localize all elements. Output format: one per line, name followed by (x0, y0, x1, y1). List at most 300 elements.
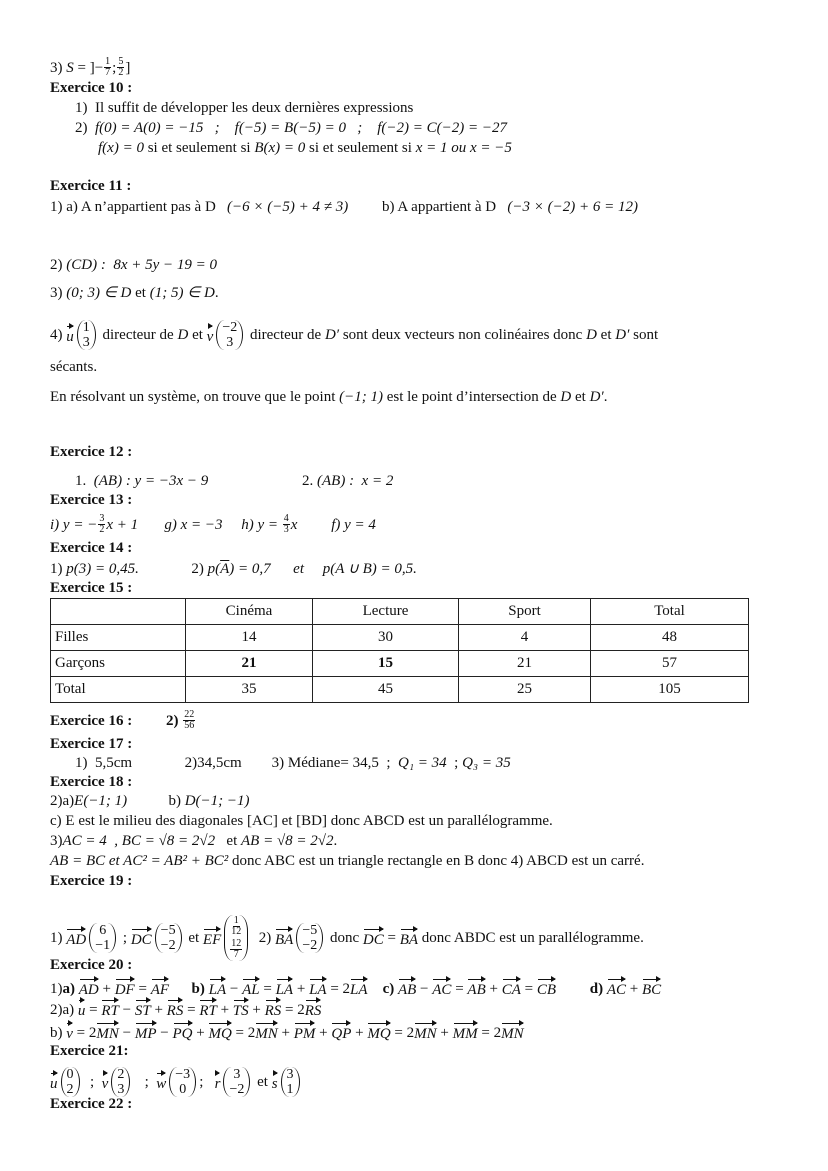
text: + (626, 980, 642, 997)
math-text: D′ (615, 327, 630, 343)
vector: MN (501, 1021, 524, 1044)
table-row (51, 651, 749, 677)
math-text: p( (207, 561, 221, 577)
bold-text: Exercice 10 : (50, 80, 133, 96)
text: 2) (50, 257, 67, 273)
exercise-heading (50, 772, 132, 792)
table-cell: 35 (186, 677, 313, 703)
bold-text: Exercice 17 : (50, 736, 133, 752)
table-cell: 4 (459, 625, 591, 651)
text: 2)a) (50, 793, 75, 809)
text: ] (125, 59, 131, 76)
text: = 2 (281, 1001, 305, 1018)
text: ; (133, 1074, 157, 1090)
vector: MN (255, 1021, 278, 1044)
text: − (118, 1024, 135, 1041)
text: = 2 (72, 1024, 97, 1041)
bold-text: b) (191, 980, 209, 997)
complement: $\overline{A}$ (220, 561, 230, 577)
line (50, 811, 553, 831)
vector: AD (66, 927, 86, 950)
bold-text: Exercice 14 : (50, 540, 133, 556)
text: et (188, 327, 207, 343)
table-cell: 21 (186, 651, 313, 677)
table-cell: 48 (591, 625, 749, 651)
table-cell: 21 (459, 651, 591, 677)
text: 1) 5,5cm 2)34,5cm 3) Médiane= 34,5 ; (75, 755, 398, 771)
text: directeur de (98, 327, 178, 343)
text (368, 979, 383, 999)
line (50, 255, 217, 275)
text: et (131, 285, 150, 301)
denominator: 7 (105, 67, 111, 78)
text: − (156, 1024, 173, 1041)
fraction (98, 514, 105, 535)
vector-component: −2 (229, 1082, 245, 1097)
line (50, 998, 321, 1021)
math-text: D′ (589, 389, 604, 405)
text: = (520, 980, 537, 997)
text: 1) Il suffit de développer les deux dernières expressions (75, 100, 414, 116)
text (556, 979, 590, 999)
numerator: 1 (105, 56, 111, 67)
vector: DC (363, 927, 384, 950)
text: b) (50, 1024, 67, 1041)
math-text: i) y = − (50, 516, 98, 533)
text: = (383, 930, 400, 946)
vector-component: 2 (117, 1067, 125, 1082)
vector-component: −5 (302, 923, 318, 938)
math-text: (AB) : x = 2 (317, 473, 394, 489)
math-text: Q₃ = 35 (462, 755, 511, 771)
math-text: (CD) : 8x + 5y − 19 = 0 (66, 257, 218, 273)
vector: LA (276, 977, 294, 1000)
vector: RS (167, 998, 184, 1021)
denominator: 3 (283, 524, 289, 535)
text: et (184, 930, 203, 946)
vector-component: −3 (175, 1067, 191, 1082)
text: est le point d’intersection de (382, 389, 561, 405)
vector: u (50, 1071, 58, 1094)
vector: BA (400, 927, 418, 950)
text (132, 711, 166, 731)
column-vector (111, 1067, 130, 1097)
text: = 2 (326, 980, 351, 997)
text: sécants. (50, 359, 98, 375)
table-cell: 105 (591, 677, 749, 703)
bold-text: c) (382, 980, 398, 997)
vector: CB (537, 977, 556, 1000)
math-text: f(x) = 0 (98, 140, 144, 156)
vector: RT (199, 998, 217, 1021)
text: et (571, 389, 590, 405)
vector-component: 1 (82, 320, 90, 335)
vector: BC (642, 977, 661, 1000)
vector: AB (467, 977, 485, 1000)
vector: LA (350, 977, 368, 1000)
text: + (315, 1024, 332, 1041)
bold-text: Exercice 21: (50, 1043, 129, 1059)
math-text: D (560, 389, 572, 405)
vector: PM (294, 1021, 316, 1044)
exercise-heading (50, 955, 132, 975)
vector-component: 3 (117, 1082, 125, 1097)
fraction (183, 710, 195, 731)
text: En résolvant un système, on trouve que le point (50, 389, 340, 405)
fraction (231, 916, 241, 937)
line (75, 118, 507, 138)
text: = (259, 980, 276, 997)
text: . (333, 833, 338, 849)
math-text: g) x = −3 (164, 516, 223, 533)
math-text: (−1; 1) (339, 389, 383, 405)
vector: v (102, 1071, 109, 1094)
column-vector (155, 923, 182, 953)
text: + (248, 1001, 265, 1018)
numerator: 3 (99, 513, 105, 524)
vector: u (66, 324, 74, 347)
line (50, 357, 97, 377)
text: ; (82, 1074, 102, 1090)
fraction (104, 57, 111, 78)
bold-text: Exercice 22 : (50, 1096, 133, 1112)
vector-component: −1 (95, 938, 111, 953)
vector: DC (131, 927, 152, 950)
numerator: 5 (118, 56, 124, 67)
text: = (451, 980, 468, 997)
bold-text: Exercice 13 : (50, 492, 133, 508)
vector: RS (305, 998, 322, 1021)
vector: LA (209, 977, 227, 1000)
math-text: ) = 0,7 et p(A ∪ B) = 0,5. (229, 561, 417, 577)
math-text: (−6 × (−5) + 4 ≠ 3) (227, 199, 349, 215)
text: 2. (208, 473, 317, 489)
math-text: f) y = 4 (331, 516, 376, 533)
math-text: D(−1; −1) (184, 793, 250, 809)
table-cell: 14 (186, 625, 313, 651)
fraction (117, 57, 124, 78)
bold-text: Exercice 11 : (50, 178, 132, 194)
vector-component: 2 (66, 1082, 74, 1097)
table-cell: Garçons (51, 651, 186, 677)
column-vector (296, 923, 323, 953)
vector: EF (203, 927, 221, 950)
table-cell: Total (591, 599, 749, 625)
text: 3) (50, 285, 67, 301)
math-text: AB = √8 = 2√2 (241, 833, 334, 849)
vector: MM (453, 1021, 478, 1044)
denominator: 2 (118, 67, 124, 78)
text: − (416, 980, 433, 997)
table-cell: 25 (459, 677, 591, 703)
text: ; (112, 59, 117, 76)
text: donc (326, 930, 363, 946)
vector-component: 0 (179, 1082, 187, 1097)
exercise-heading (50, 1041, 128, 1061)
math-text: (−3 × (−2) + 6 = 12) (507, 199, 638, 215)
text: ; (446, 755, 463, 771)
vector-component: 3 (226, 335, 234, 350)
line (50, 320, 658, 350)
fraction (230, 939, 242, 960)
denominator: 56 (184, 720, 195, 731)
bold-text: Exercice 19 : (50, 873, 133, 889)
text: = (134, 980, 151, 997)
line (75, 471, 393, 491)
text (297, 515, 331, 535)
table-cell: 45 (313, 677, 459, 703)
bold-text: Exercice 15 : (50, 580, 133, 596)
text: + (150, 1001, 167, 1018)
vector: AB (398, 977, 416, 1000)
text: ; (119, 930, 131, 946)
line (75, 98, 413, 118)
line (50, 851, 644, 871)
exercise-heading (50, 176, 131, 196)
vector: AC (432, 977, 451, 1000)
math-text: S (66, 59, 74, 76)
fraction (283, 514, 290, 535)
vector: DF (115, 977, 135, 1000)
math-text: D (586, 327, 597, 343)
column-vector (77, 320, 96, 350)
line (50, 915, 644, 961)
text: 4) (50, 327, 67, 343)
exercise-heading (50, 1094, 132, 1114)
column-vector (224, 915, 248, 961)
exercise-heading (50, 78, 132, 98)
line (50, 831, 337, 851)
vector: AF (151, 977, 169, 1000)
vector-component: −2 (160, 938, 176, 953)
vector: MQ (367, 1021, 390, 1044)
text: directeur de (246, 327, 325, 343)
line (50, 283, 219, 303)
math-text: p(3) = 0,45. (66, 561, 139, 577)
numerator: 12 (231, 938, 242, 949)
vector: s (272, 1071, 278, 1094)
text: = (183, 1001, 200, 1018)
text: 3) (50, 59, 67, 76)
vector: TS (233, 998, 249, 1021)
table-cell: Cinéma (186, 599, 313, 625)
vector: r (215, 1071, 221, 1094)
bold-text: Exercice 16 : (50, 712, 133, 729)
text: sont deux vecteurs non colinéaires donc (339, 327, 587, 343)
bold-text: d) (589, 980, 607, 997)
vector: MN (96, 1021, 119, 1044)
vector: QP (331, 1021, 351, 1044)
text: − (118, 1001, 135, 1018)
denominator: 2 (99, 524, 105, 535)
text: si et seulement si (305, 140, 416, 156)
vector-component: 3 (233, 1067, 241, 1082)
vector-component: 3 (82, 335, 90, 350)
text: 3) (50, 833, 63, 849)
math-text: x + 1 (106, 516, 139, 533)
table-cell: 30 (313, 625, 459, 651)
math-text: (1; 5) ∈ D (149, 285, 215, 301)
text: + (485, 980, 502, 997)
math-text: D (177, 327, 189, 343)
vector: AL (242, 977, 260, 1000)
exercise-heading (50, 871, 132, 891)
table-cell: Filles (51, 625, 186, 651)
text: et (253, 1074, 272, 1090)
text: . (214, 285, 219, 301)
line (50, 1067, 303, 1097)
text: . (603, 389, 608, 405)
table-cell: Sport (459, 599, 591, 625)
math-text: x = 1 ou x = −5 (415, 140, 512, 156)
table-row (51, 625, 749, 651)
text: + (192, 1024, 209, 1041)
bold-text: Exercice 12 : (50, 444, 133, 460)
text: 1) a) A n’appartient pas à D (50, 199, 228, 215)
vector: LA (309, 977, 327, 1000)
math-text: (0; 3) ∈ D (66, 285, 132, 301)
bold-text: a) (62, 980, 79, 997)
bold-text: Exercice 20 : (50, 957, 133, 973)
exercise-heading (50, 442, 132, 462)
text: 2) (138, 561, 208, 577)
line (50, 197, 638, 217)
text: 1) (50, 980, 63, 997)
denominator: 12 (231, 926, 242, 937)
text: donc ABDC est un parallélogramme. (418, 930, 644, 946)
math-text: f(0) = A(0) = −15 ; f(−5) = B(−5) = 0 ; f(−2) = C(−2) = −27 (95, 120, 507, 136)
text: 1) (50, 561, 67, 577)
text: 2) (75, 120, 95, 136)
line (50, 977, 661, 1000)
text: = ]− (73, 59, 104, 76)
table-row (51, 677, 749, 703)
vector: w (156, 1071, 166, 1094)
table-cell: 57 (591, 651, 749, 677)
vector: AD (79, 977, 99, 1000)
text: b) (127, 793, 185, 809)
bold-text: Exercice 18 : (50, 774, 133, 790)
text: − (226, 980, 243, 997)
denominator: 7 (233, 949, 239, 960)
vector: ST (135, 998, 151, 1021)
text: si et seulement si (143, 140, 255, 156)
text: + (277, 1024, 294, 1041)
exercise-heading (50, 538, 132, 558)
text: = 2 (231, 1024, 256, 1041)
vector: MN (414, 1021, 437, 1044)
column-vector (223, 1067, 250, 1097)
text: = 2 (390, 1024, 415, 1041)
text (223, 515, 242, 535)
text: c) E est le milieu des diagonales [AC] et [BD] donc ABCD est un parallélogramme. (50, 813, 553, 829)
math-text: h) y = (241, 516, 282, 533)
line (50, 57, 130, 78)
text: = 2 (477, 1024, 502, 1041)
line (50, 387, 607, 407)
column-vector (61, 1067, 80, 1097)
vector: RS (265, 998, 282, 1021)
line (50, 514, 376, 535)
math-text: E(−1; 1) (74, 793, 128, 809)
vector-component: −5 (160, 923, 176, 938)
vector: MQ (208, 1021, 231, 1044)
vector-component: 0 (66, 1067, 74, 1082)
text: + (351, 1024, 368, 1041)
vector-component: −2 (222, 320, 238, 335)
table-cell: Total (51, 677, 186, 703)
table-cell (51, 599, 186, 625)
text: et (215, 833, 241, 849)
table-header-row (51, 599, 749, 625)
column-vector (281, 1067, 300, 1097)
vector: AC (607, 977, 626, 1000)
text: + (98, 980, 115, 997)
text (138, 515, 164, 535)
vector-component: 1 (286, 1082, 294, 1097)
math-text: (AB) : y = −3x − 9 (93, 473, 209, 489)
line (50, 559, 417, 579)
numerator: 4 (283, 513, 289, 524)
math-text: D′ (324, 327, 340, 343)
vector: v (207, 324, 214, 347)
exercise-heading (50, 490, 132, 510)
math-text: B(x) = 0 (254, 140, 306, 156)
line (98, 138, 512, 158)
column-vector (89, 923, 116, 953)
text: ; (199, 1074, 215, 1090)
text: donc ABC est un triangle rectangle en B donc 4) ABCD est un carré. (228, 853, 645, 869)
vector: RT (101, 998, 119, 1021)
math-text: Q₁ = 34 (398, 755, 447, 771)
bold-text: 2) (165, 712, 183, 729)
line (50, 791, 250, 811)
table-cell: 15 (313, 651, 459, 677)
text: 2)a) (50, 1001, 78, 1018)
math-text: AB = BC et AC² = AB² + BC² (50, 853, 229, 869)
text: + (216, 1001, 233, 1018)
vector: BA (275, 927, 293, 950)
text (169, 979, 192, 999)
text: sont (629, 327, 659, 343)
numerator: 22 (184, 709, 195, 720)
text: 1) (50, 930, 67, 946)
text: + (436, 1024, 453, 1041)
vector: PQ (173, 1021, 193, 1044)
numerator: 1 (233, 915, 239, 926)
exercise-heading (50, 578, 132, 598)
exercise-heading (50, 710, 196, 731)
text: 2) (251, 930, 275, 946)
table-cell: Lecture (313, 599, 459, 625)
column-vector (169, 1067, 196, 1097)
line (75, 753, 511, 773)
vector: MP (135, 1021, 157, 1044)
vector-component: 3 (286, 1067, 294, 1082)
results-table (50, 598, 749, 703)
exercise-heading (50, 734, 132, 754)
math-text: x (290, 516, 298, 533)
text: = (85, 1001, 102, 1018)
vector-component: −2 (302, 938, 318, 953)
math-text: AC = 4 , BC = √8 = 2√2 (62, 833, 216, 849)
text: + (293, 980, 310, 997)
text: b) A appartient à D (348, 199, 508, 215)
vector: CA (502, 977, 521, 1000)
text: 1. (75, 473, 94, 489)
vector: v (66, 1021, 73, 1044)
vector: u (78, 998, 86, 1021)
